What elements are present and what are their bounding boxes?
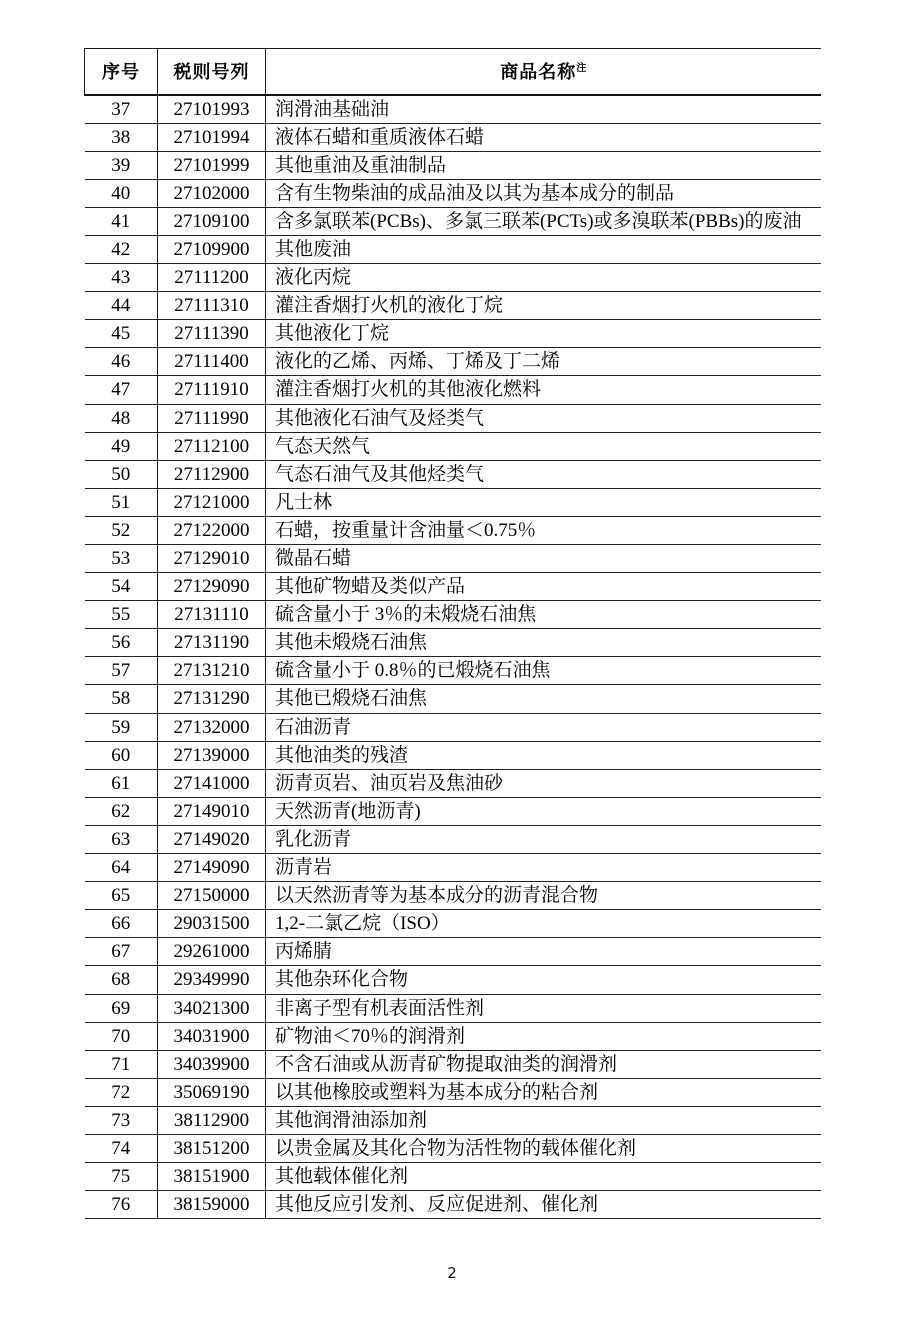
product-name-cell: 石油沥青 [266,713,821,741]
table-row [85,994,821,1022]
product-name-cell: 其他未煅烧石油焦 [266,629,821,657]
table-row [85,432,821,460]
serial-number-cell: 69 [85,994,158,1022]
table-row [85,488,821,516]
table-row [85,207,821,235]
tariff-code-cell: 38151200 [158,1134,266,1162]
serial-number-cell: 39 [85,151,158,179]
product-name-cell: 以贵金属及其化合物为活性物的载体催化剂 [266,1134,821,1162]
product-name-cell: 以天然沥青等为基本成分的沥青混合物 [266,882,821,910]
product-name-cell: 1,2-二氯乙烷（ISO） [266,910,821,938]
header-tariff-code: 税则号列 [158,49,266,95]
tariff-code-cell: 27141000 [158,769,266,797]
table-row [85,516,821,544]
table-row [85,741,821,769]
product-name-cell: 润滑油基础油 [266,95,821,124]
serial-number-cell: 75 [85,1163,158,1191]
tariff-code-cell: 27131110 [158,601,266,629]
tariff-code-cell: 27101994 [158,123,266,151]
table-row [85,320,821,348]
table-row [85,769,821,797]
tariff-code-cell: 27129090 [158,573,266,601]
product-name-cell: 微晶石蜡 [266,545,821,573]
serial-number-cell: 42 [85,235,158,263]
serial-number-cell: 57 [85,657,158,685]
tariff-code-cell: 27131190 [158,629,266,657]
serial-number-cell: 55 [85,601,158,629]
tariff-code-cell: 34039900 [158,1050,266,1078]
serial-number-cell: 65 [85,882,158,910]
product-name-cell: 灌注香烟打火机的液化丁烷 [266,292,821,320]
product-name-cell: 其他矿物蜡及类似产品 [266,573,821,601]
tariff-code-cell: 29261000 [158,938,266,966]
tariff-code-cell: 27102000 [158,179,266,207]
table-row [85,797,821,825]
product-name-cell: 液化丙烷 [266,264,821,292]
table-row [85,657,821,685]
table-body [85,95,821,1219]
product-name-cell: 含有生物柴油的成品油及以其为基本成分的制品 [266,179,821,207]
table-row [85,376,821,404]
tariff-code-cell: 38112900 [158,1106,266,1134]
table-row [85,1191,821,1219]
product-name-cell: 丙烯腈 [266,938,821,966]
table-row [85,1134,821,1162]
tariff-code-cell: 34031900 [158,1022,266,1050]
product-name-cell: 其他载体催化剂 [266,1163,821,1191]
tariff-code-cell: 27132000 [158,713,266,741]
tariff-code-cell: 27149090 [158,854,266,882]
product-name-cell: 沥青页岩、油页岩及焦油砂 [266,769,821,797]
serial-number-cell: 66 [85,910,158,938]
page-number: 2 [447,1264,457,1282]
table-row [85,235,821,263]
serial-number-cell: 62 [85,797,158,825]
product-name-cell: 其他油类的残渣 [266,741,821,769]
serial-number-cell: 40 [85,179,158,207]
product-name-cell: 液体石蜡和重质液体石蜡 [266,123,821,151]
serial-number-cell: 72 [85,1078,158,1106]
product-name-cell: 硫含量小于 0.8％的已煅烧石油焦 [266,657,821,685]
tariff-code-cell: 27149010 [158,797,266,825]
product-name-cell: 凡士林 [266,488,821,516]
serial-number-cell: 41 [85,207,158,235]
table-row [85,882,821,910]
tariff-code-cell: 38151900 [158,1163,266,1191]
tariff-code-cell: 27112100 [158,432,266,460]
table-row [85,938,821,966]
table-row [85,1022,821,1050]
tariff-code-cell: 27111200 [158,264,266,292]
serial-number-cell: 70 [85,1022,158,1050]
product-name-cell: 不含石油或从沥青矿物提取油类的润滑剂 [266,1050,821,1078]
product-name-cell: 其他润滑油添加剂 [266,1106,821,1134]
serial-number-cell: 68 [85,966,158,994]
serial-number-cell: 50 [85,460,158,488]
tariff-code-cell: 27131210 [158,657,266,685]
tariff-code-cell: 27111910 [158,376,266,404]
serial-number-cell: 67 [85,938,158,966]
product-name-cell: 其他已煅烧石油焦 [266,685,821,713]
table-row [85,601,821,629]
serial-number-cell: 76 [85,1191,158,1219]
table-row [85,179,821,207]
tariff-code-cell: 27101999 [158,151,266,179]
product-name-cell: 其他液化石油气及烃类气 [266,404,821,432]
table-row [85,966,821,994]
header-serial-number: 序号 [85,49,158,95]
serial-number-cell: 71 [85,1050,158,1078]
tariff-code-cell: 27111390 [158,320,266,348]
tariff-code-cell: 27150000 [158,882,266,910]
tariff-code-cell: 27129010 [158,545,266,573]
tariff-code-cell: 29031500 [158,910,266,938]
product-name-cell: 液化的乙烯、丙烯、丁烯及丁二烯 [266,348,821,376]
tariff-code-cell: 27101993 [158,95,266,124]
tariff-code-cell: 34021300 [158,994,266,1022]
table-row [85,95,821,124]
serial-number-cell: 64 [85,854,158,882]
table-row [85,264,821,292]
table-row [85,545,821,573]
serial-number-cell: 43 [85,264,158,292]
table-row [85,348,821,376]
serial-number-cell: 63 [85,825,158,853]
table-row [85,629,821,657]
serial-number-cell: 58 [85,685,158,713]
table-row [85,404,821,432]
serial-number-cell: 60 [85,741,158,769]
header-note-superscript: 注 [576,63,587,75]
table-row [85,1078,821,1106]
product-name-cell: 气态石油气及其他烃类气 [266,460,821,488]
table-row [85,151,821,179]
product-name-cell: 沥青岩 [266,854,821,882]
product-name-cell: 非离子型有机表面活性剂 [266,994,821,1022]
serial-number-cell: 44 [85,292,158,320]
tariff-code-cell: 27122000 [158,516,266,544]
product-name-cell: 灌注香烟打火机的其他液化燃料 [266,376,821,404]
product-name-cell: 天然沥青(地沥青) [266,797,821,825]
table-row [85,460,821,488]
serial-number-cell: 54 [85,573,158,601]
serial-number-cell: 46 [85,348,158,376]
table-row [85,685,821,713]
serial-number-cell: 38 [85,123,158,151]
header-product-name [266,49,821,95]
tariff-code-cell: 35069190 [158,1078,266,1106]
serial-number-cell: 52 [85,516,158,544]
serial-number-cell: 47 [85,376,158,404]
tariff-code-cell: 29349990 [158,966,266,994]
product-name-cell: 其他反应引发剂、反应促进剂、催化剂 [266,1191,821,1219]
product-name-cell: 含多氯联苯(PCBs)、多氯三联苯(PCTs)或多溴联苯(PBBs)的废油 [266,207,821,235]
serial-number-cell: 53 [85,545,158,573]
tariff-code-cell: 27149020 [158,825,266,853]
serial-number-cell: 37 [85,95,158,124]
table-row [85,713,821,741]
tariff-code-cell: 27111990 [158,404,266,432]
tariff-code-cell: 27112900 [158,460,266,488]
serial-number-cell: 48 [85,404,158,432]
product-name-cell: 其他重油及重油制品 [266,151,821,179]
product-name-cell: 其他废油 [266,235,821,263]
table-row [85,292,821,320]
product-name-cell: 硫含量小于 3％的未煅烧石油焦 [266,601,821,629]
table-row [85,1163,821,1191]
table-row [85,573,821,601]
product-name-cell: 以其他橡胶或塑料为基本成分的粘合剂 [266,1078,821,1106]
tariff-code-cell: 27109100 [158,207,266,235]
table-row [85,123,821,151]
table-row [85,1050,821,1078]
tariff-table [84,48,821,1219]
table-row [85,825,821,853]
product-name-cell: 石蜡，按重量计含油量＜0.75％ [266,516,821,544]
table-header-row [85,49,821,95]
product-name-cell: 其他杂环化合物 [266,966,821,994]
serial-number-cell: 51 [85,488,158,516]
product-name-cell: 气态天然气 [266,432,821,460]
tariff-code-cell: 27109900 [158,235,266,263]
tariff-code-cell: 27121000 [158,488,266,516]
product-name-cell: 其他液化丁烷 [266,320,821,348]
table-row [85,910,821,938]
serial-number-cell: 49 [85,432,158,460]
tariff-code-cell: 27111400 [158,348,266,376]
table-row [85,1106,821,1134]
serial-number-cell: 74 [85,1134,158,1162]
table-row [85,854,821,882]
tariff-code-cell: 27111310 [158,292,266,320]
product-name-cell: 乳化沥青 [266,825,821,853]
serial-number-cell: 73 [85,1106,158,1134]
serial-number-cell: 59 [85,713,158,741]
serial-number-cell: 56 [85,629,158,657]
serial-number-cell: 45 [85,320,158,348]
tariff-code-cell: 27139000 [158,741,266,769]
product-name-cell: 矿物油＜70％的润滑剂 [266,1022,821,1050]
header-product-name-text: 商品名称 [500,62,577,83]
serial-number-cell: 61 [85,769,158,797]
tariff-code-cell: 27131290 [158,685,266,713]
tariff-code-cell: 38159000 [158,1191,266,1219]
